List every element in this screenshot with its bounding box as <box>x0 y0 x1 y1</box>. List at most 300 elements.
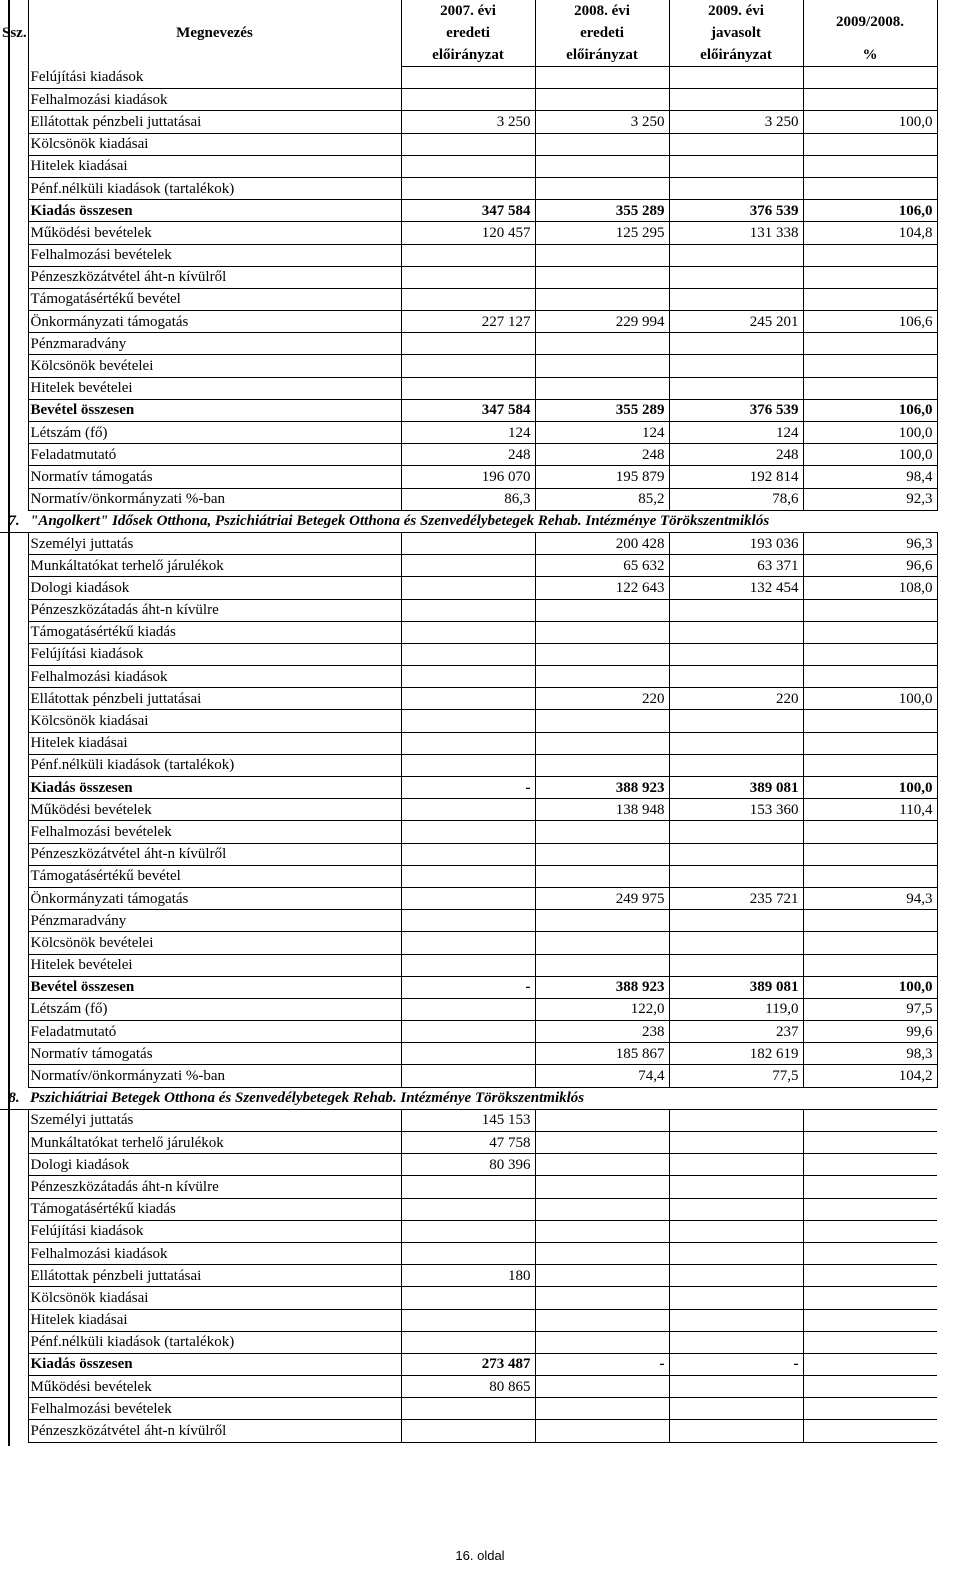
cell-v2007 <box>401 1242 535 1264</box>
row-number <box>0 1220 28 1242</box>
cell-v2009 <box>669 621 803 643</box>
cell-pct: 92,3 <box>803 488 937 510</box>
table-row <box>0 1176 937 1198</box>
cell-v2007: 196 070 <box>401 466 535 488</box>
cell-v2009 <box>669 155 803 177</box>
cell-v2009: 124 <box>669 422 803 444</box>
row-number <box>0 266 28 288</box>
cell-v2008: 138 948 <box>535 799 669 821</box>
cell-v2008 <box>535 821 669 843</box>
cell-v2007 <box>401 67 535 89</box>
table-row <box>0 399 937 421</box>
cell-pct <box>803 1154 937 1176</box>
cell-pct: 106,0 <box>803 200 937 222</box>
cell-v2009 <box>669 1220 803 1242</box>
cell-v2008: 65 632 <box>535 555 669 577</box>
cell-v2009 <box>669 821 803 843</box>
cell-pct <box>803 377 937 399</box>
table-row <box>0 1265 937 1287</box>
row-label: Kölcsönök kiadásai <box>28 710 401 732</box>
cell-pct: 104,2 <box>803 1065 937 1087</box>
cell-v2008 <box>535 377 669 399</box>
cell-v2009: 389 081 <box>669 976 803 998</box>
table-row <box>0 333 937 355</box>
row-label: Hitelek kiadásai <box>28 1309 401 1331</box>
cell-pct <box>803 666 937 688</box>
row-label: Támogatásértékű bevétel <box>28 865 401 887</box>
cell-v2008 <box>535 1154 669 1176</box>
cell-pct <box>803 710 937 732</box>
row-label: Támogatásértékű bevétel <box>28 288 401 310</box>
row-number <box>0 1109 28 1131</box>
table-row <box>0 200 937 222</box>
table-row <box>0 488 937 510</box>
cell-pct: 96,3 <box>803 532 937 554</box>
table-row <box>0 1132 937 1154</box>
cell-pct <box>803 1176 937 1198</box>
table-row <box>0 89 937 111</box>
row-label: Személyi juttatás <box>28 532 401 554</box>
col-header-ratio-line1: 2009/2008. <box>803 0 937 44</box>
cell-pct <box>803 288 937 310</box>
cell-v2007 <box>401 532 535 554</box>
table-row <box>0 133 937 155</box>
row-number <box>0 532 28 554</box>
cell-v2008: 248 <box>535 444 669 466</box>
row-label: Dologi kiadások <box>28 577 401 599</box>
cell-v2007 <box>401 155 535 177</box>
table-row <box>0 843 937 865</box>
cell-v2007 <box>401 266 535 288</box>
row-label: Pénf.nélküli kiadások (tartalékok) <box>28 1331 401 1353</box>
table-row <box>0 887 937 909</box>
col-header-2008-line3: előirányzat <box>535 44 669 67</box>
cell-pct <box>803 1331 937 1353</box>
cell-v2009 <box>669 177 803 199</box>
row-label: Kiadás összesen <box>28 200 401 222</box>
cell-v2009: 220 <box>669 688 803 710</box>
table-row <box>0 288 937 310</box>
table-row <box>0 865 937 887</box>
cell-v2007 <box>401 89 535 111</box>
cell-v2007 <box>401 177 535 199</box>
cell-v2009 <box>669 1198 803 1220</box>
cell-v2007 <box>401 1398 535 1420</box>
cell-v2007 <box>401 1287 535 1309</box>
row-number <box>0 1242 28 1264</box>
cell-pct <box>803 1353 937 1375</box>
cell-v2008: 388 923 <box>535 976 669 998</box>
cell-v2008 <box>535 244 669 266</box>
row-number <box>0 599 28 621</box>
table-row <box>0 377 937 399</box>
cell-v2008 <box>535 1398 669 1420</box>
cell-v2009 <box>669 133 803 155</box>
table-row <box>0 532 937 554</box>
row-number <box>0 288 28 310</box>
table-row <box>0 799 937 821</box>
cell-pct: 106,0 <box>803 399 937 421</box>
cell-v2008: 122 643 <box>535 577 669 599</box>
col-header-2007-line1: 2007. évi <box>401 0 535 22</box>
row-number <box>0 1376 28 1398</box>
cell-pct <box>803 865 937 887</box>
row-number <box>0 244 28 266</box>
table-row <box>0 932 937 954</box>
cell-pct <box>803 843 937 865</box>
section-header-row <box>0 510 937 532</box>
cell-pct: 106,6 <box>803 311 937 333</box>
row-number <box>0 488 28 510</box>
row-label: Normatív támogatás <box>28 1043 401 1065</box>
cell-pct <box>803 1220 937 1242</box>
section-title: Pszichiátriai Betegek Otthona és Szenvedélybetegek Rehab. Intézménye Törökszentmiklós <box>28 1087 937 1109</box>
table-row <box>0 1043 937 1065</box>
row-number <box>0 577 28 599</box>
cell-v2008: 85,2 <box>535 488 669 510</box>
cell-v2008 <box>535 1109 669 1131</box>
row-label: Személyi juttatás <box>28 1109 401 1131</box>
col-header-ssz: Ssz. <box>2 25 27 42</box>
cell-v2007: 80 396 <box>401 1154 535 1176</box>
cell-v2009 <box>669 266 803 288</box>
cell-v2009: 63 371 <box>669 555 803 577</box>
cell-v2009 <box>669 954 803 976</box>
cell-v2007: 347 584 <box>401 200 535 222</box>
cell-pct: 100,0 <box>803 777 937 799</box>
cell-pct: 100,0 <box>803 976 937 998</box>
cell-v2007: 120 457 <box>401 222 535 244</box>
row-label: Pénf.nélküli kiadások (tartalékok) <box>28 177 401 199</box>
col-header-name: Megnevezés <box>28 0 401 67</box>
row-label: Felhalmozási bevételek <box>28 821 401 843</box>
table-row <box>0 777 937 799</box>
table-row <box>0 599 937 621</box>
cell-v2008 <box>535 666 669 688</box>
table-row <box>0 666 937 688</box>
cell-v2009 <box>669 910 803 932</box>
cell-v2009 <box>669 843 803 865</box>
cell-v2009 <box>669 244 803 266</box>
cell-v2008: 220 <box>535 688 669 710</box>
table-row <box>0 621 937 643</box>
cell-v2008 <box>535 1376 669 1398</box>
cell-v2008 <box>535 732 669 754</box>
col-header-2009-line1: 2009. évi <box>669 0 803 22</box>
header-row-1 <box>0 0 937 22</box>
row-label: Kölcsönök bevételei <box>28 932 401 954</box>
cell-pct <box>803 1109 937 1131</box>
cell-v2009: 389 081 <box>669 777 803 799</box>
cell-v2009: 245 201 <box>669 311 803 333</box>
cell-v2009: 132 454 <box>669 577 803 599</box>
cell-v2009: 77,5 <box>669 1065 803 1087</box>
col-header-ratio-line2: % <box>803 44 937 67</box>
row-number <box>0 1287 28 1309</box>
col-header-2008-line1: 2008. évi <box>535 0 669 22</box>
table-row <box>0 311 937 333</box>
cell-v2008: 74,4 <box>535 1065 669 1087</box>
row-label: Ellátottak pénzbeli juttatásai <box>28 688 401 710</box>
table-row <box>0 177 937 199</box>
cell-v2008 <box>535 177 669 199</box>
cell-v2007 <box>401 954 535 976</box>
row-number <box>0 976 28 998</box>
cell-v2008: 124 <box>535 422 669 444</box>
cell-v2007: 145 153 <box>401 1109 535 1131</box>
cell-v2009 <box>669 643 803 665</box>
cell-v2009 <box>669 710 803 732</box>
row-number <box>0 777 28 799</box>
cell-v2007 <box>401 821 535 843</box>
cell-v2007: 47 758 <box>401 1132 535 1154</box>
col-header-2007-line3: előirányzat <box>401 44 535 67</box>
cell-v2009 <box>669 865 803 887</box>
row-number <box>0 355 28 377</box>
cell-v2007: 273 487 <box>401 1353 535 1375</box>
table-row <box>0 1398 937 1420</box>
row-label: Felújítási kiadások <box>28 643 401 665</box>
cell-pct <box>803 133 937 155</box>
cell-pct: 100,0 <box>803 444 937 466</box>
row-number <box>0 1265 28 1287</box>
row-label: Kölcsönök kiadásai <box>28 133 401 155</box>
row-number <box>0 222 28 244</box>
cell-v2007 <box>401 643 535 665</box>
cell-v2007 <box>401 355 535 377</box>
cell-v2008 <box>535 1198 669 1220</box>
cell-pct <box>803 266 937 288</box>
row-number <box>0 710 28 732</box>
col-header-2008-line2: eredeti <box>535 22 669 44</box>
row-number <box>0 89 28 111</box>
cell-pct: 108,0 <box>803 577 937 599</box>
cell-v2009: 235 721 <box>669 887 803 909</box>
cell-pct: 99,6 <box>803 1021 937 1043</box>
row-label: Felhalmozási kiadások <box>28 1242 401 1264</box>
cell-v2007 <box>401 666 535 688</box>
cell-v2008: 185 867 <box>535 1043 669 1065</box>
cell-v2009: 153 360 <box>669 799 803 821</box>
cell-pct <box>803 932 937 954</box>
row-label: Munkáltatókat terhelő járulékok <box>28 555 401 577</box>
cell-v2009 <box>669 333 803 355</box>
cell-v2009: 248 <box>669 444 803 466</box>
cell-v2008: 249 975 <box>535 887 669 909</box>
cell-pct: 100,0 <box>803 688 937 710</box>
cell-v2009 <box>669 1154 803 1176</box>
cell-pct <box>803 621 937 643</box>
cell-v2007 <box>401 710 535 732</box>
cell-v2009 <box>669 1176 803 1198</box>
row-label: Támogatásértékű kiadás <box>28 1198 401 1220</box>
row-number <box>0 1154 28 1176</box>
cell-v2007: 3 250 <box>401 111 535 133</box>
row-label: Pénzmaradvány <box>28 910 401 932</box>
row-number <box>0 177 28 199</box>
table-row <box>0 954 937 976</box>
cell-v2008 <box>535 1176 669 1198</box>
table-row <box>0 643 937 665</box>
cell-pct <box>803 333 937 355</box>
cell-pct <box>803 910 937 932</box>
cell-v2007 <box>401 621 535 643</box>
row-number <box>0 732 28 754</box>
cell-pct <box>803 355 937 377</box>
cell-v2009 <box>669 1265 803 1287</box>
cell-v2007 <box>401 998 535 1020</box>
cell-v2007 <box>401 288 535 310</box>
cell-pct <box>803 599 937 621</box>
cell-v2007 <box>401 1065 535 1087</box>
row-label: Ellátottak pénzbeli juttatásai <box>28 111 401 133</box>
row-number <box>0 1198 28 1220</box>
row-label: Munkáltatókat terhelő járulékok <box>28 1132 401 1154</box>
col-header-2007-line2: eredeti <box>401 22 535 44</box>
row-number <box>0 200 28 222</box>
row-number <box>0 821 28 843</box>
row-number <box>0 910 28 932</box>
section-header-row <box>0 1087 937 1109</box>
cell-pct <box>803 1242 937 1264</box>
row-label: Támogatásértékű kiadás <box>28 621 401 643</box>
table-row <box>0 688 937 710</box>
cell-v2008 <box>535 67 669 89</box>
row-label: Kölcsönök bevételei <box>28 355 401 377</box>
row-label: Kiadás összesen <box>28 777 401 799</box>
row-label: Normatív támogatás <box>28 466 401 488</box>
cell-v2008 <box>535 910 669 932</box>
cell-v2007 <box>401 555 535 577</box>
cell-v2008: 238 <box>535 1021 669 1043</box>
row-label: Önkormányzati támogatás <box>28 311 401 333</box>
row-label: Felhalmozási bevételek <box>28 1398 401 1420</box>
row-number <box>0 754 28 776</box>
cell-v2008: 355 289 <box>535 399 669 421</box>
cell-v2009: 182 619 <box>669 1043 803 1065</box>
row-number <box>0 799 28 821</box>
cell-v2007 <box>401 577 535 599</box>
cell-v2009: 192 814 <box>669 466 803 488</box>
cell-v2009: 193 036 <box>669 532 803 554</box>
cell-v2008 <box>535 266 669 288</box>
cell-pct <box>803 89 937 111</box>
cell-v2007 <box>401 1331 535 1353</box>
cell-v2008 <box>535 1287 669 1309</box>
cell-v2009 <box>669 754 803 776</box>
col-header-2009-line3: előirányzat <box>669 44 803 67</box>
table-row <box>0 244 937 266</box>
cell-pct <box>803 67 937 89</box>
row-label: Hitelek bevételei <box>28 377 401 399</box>
cell-v2008 <box>535 1331 669 1353</box>
cell-v2009 <box>669 1242 803 1264</box>
cell-v2008 <box>535 754 669 776</box>
table-row <box>0 111 937 133</box>
row-label: Normatív/önkormányzati %-ban <box>28 488 401 510</box>
cell-v2007 <box>401 1043 535 1065</box>
cell-v2008 <box>535 355 669 377</box>
cell-v2007 <box>401 754 535 776</box>
table-row <box>0 732 937 754</box>
row-label: Felhalmozási kiadások <box>28 666 401 688</box>
table-row <box>0 1021 937 1043</box>
cell-v2009 <box>669 599 803 621</box>
section-number: 8. <box>0 1087 28 1109</box>
row-label: Pénzeszközátadás áht-n kívülre <box>28 1176 401 1198</box>
cell-v2007: 347 584 <box>401 399 535 421</box>
row-label: Önkormányzati támogatás <box>28 887 401 909</box>
cell-v2009: 131 338 <box>669 222 803 244</box>
row-label: Hitelek bevételei <box>28 954 401 976</box>
row-number <box>0 444 28 466</box>
cell-v2009 <box>669 666 803 688</box>
row-number <box>0 887 28 909</box>
cell-v2007 <box>401 843 535 865</box>
cell-v2009 <box>669 1132 803 1154</box>
cell-v2007 <box>401 1198 535 1220</box>
cell-pct: 104,8 <box>803 222 937 244</box>
cell-v2009 <box>669 1420 803 1442</box>
cell-v2009: 3 250 <box>669 111 803 133</box>
row-number <box>0 466 28 488</box>
cell-pct <box>803 1132 937 1154</box>
row-number <box>0 998 28 1020</box>
row-number <box>0 155 28 177</box>
table-row <box>0 1198 937 1220</box>
row-number <box>0 1132 28 1154</box>
row-label: Dologi kiadások <box>28 1154 401 1176</box>
row-number <box>0 1309 28 1331</box>
row-number <box>0 843 28 865</box>
cell-pct <box>803 244 937 266</box>
table-row <box>0 444 937 466</box>
cell-v2008 <box>535 643 669 665</box>
row-label: Feladatmutató <box>28 1021 401 1043</box>
cell-v2008: 122,0 <box>535 998 669 1020</box>
cell-v2008 <box>535 1265 669 1287</box>
cell-v2008 <box>535 133 669 155</box>
row-number <box>0 932 28 954</box>
cell-v2009: 376 539 <box>669 200 803 222</box>
table-row <box>0 1287 937 1309</box>
cell-pct <box>803 1198 937 1220</box>
table-row <box>0 1109 937 1131</box>
cell-v2007: 80 865 <box>401 1376 535 1398</box>
table-row <box>0 577 937 599</box>
table-row <box>0 422 937 444</box>
table-row <box>0 266 937 288</box>
table-row <box>0 67 937 89</box>
cell-pct <box>803 1287 937 1309</box>
cell-pct <box>803 821 937 843</box>
cell-v2007 <box>401 1420 535 1442</box>
cell-v2008: 125 295 <box>535 222 669 244</box>
row-number <box>0 133 28 155</box>
cell-v2008 <box>535 1220 669 1242</box>
row-label: Hitelek kiadásai <box>28 732 401 754</box>
cell-v2009 <box>669 1309 803 1331</box>
cell-v2009 <box>669 355 803 377</box>
cell-pct <box>803 1265 937 1287</box>
cell-v2007 <box>401 688 535 710</box>
row-number <box>0 111 28 133</box>
table-row <box>0 555 937 577</box>
cell-v2007 <box>401 799 535 821</box>
row-label: Kölcsönök kiadásai <box>28 1287 401 1309</box>
cell-v2007: - <box>401 777 535 799</box>
cell-v2008 <box>535 89 669 111</box>
